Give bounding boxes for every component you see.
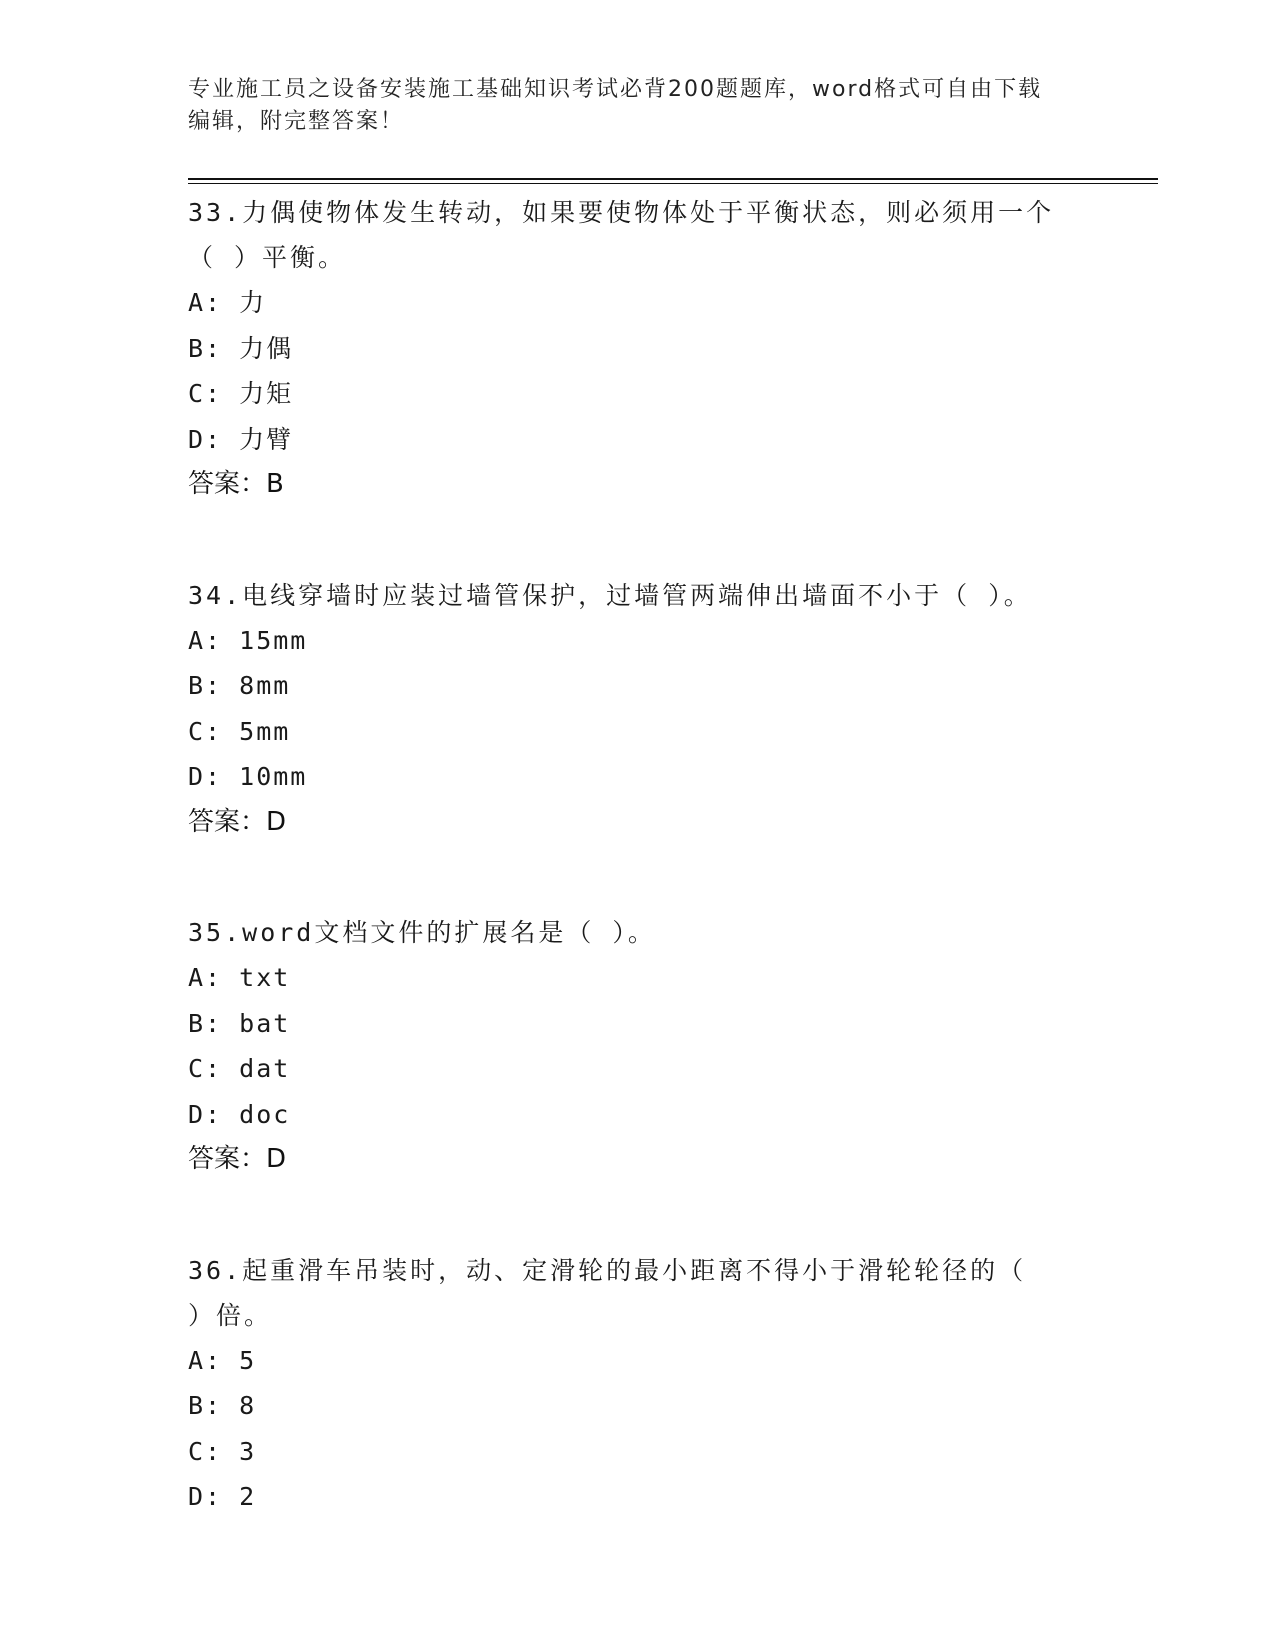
option-d: D: doc bbox=[188, 1099, 291, 1129]
document-header bbox=[188, 74, 1088, 138]
header-divider-thin bbox=[188, 183, 1158, 184]
answer: 答案：B bbox=[188, 469, 284, 499]
option-d: D: 2 bbox=[188, 1482, 257, 1511]
question-spacer bbox=[188, 508, 1088, 553]
option-b: B: 8mm bbox=[188, 671, 291, 700]
question-stem: 34.电线穿墙时应装过墙管保护，过墙管两端伸出墙面不小于（ ）。 bbox=[188, 580, 1032, 610]
question-35 bbox=[188, 910, 1088, 1228]
option-a: A: 15mm bbox=[188, 625, 308, 655]
question-34 bbox=[188, 573, 1088, 891]
question-spacer bbox=[188, 845, 1088, 890]
option-c: C: 力矩 bbox=[188, 379, 294, 408]
option-c: C: 5mm bbox=[188, 716, 291, 746]
answer: 答案：D bbox=[188, 806, 287, 837]
option-c: C: 3 bbox=[188, 1436, 257, 1466]
question-stem: 36.起重滑车吊装时，动、定滑轮的最小距离不得小于滑轮轮径的（ bbox=[188, 1255, 1027, 1285]
answer: 答案：D bbox=[188, 1144, 287, 1174]
option-a: A: 5 bbox=[188, 1345, 257, 1375]
question-spacer bbox=[188, 1183, 1088, 1228]
header-divider-thick bbox=[188, 178, 1158, 180]
question-stem-continued: ）倍。 bbox=[188, 1300, 273, 1330]
question-33 bbox=[188, 190, 1088, 553]
question-stem: 33.力偶使物体发生转动，如果要使物体处于平衡状态，则必须用一个 bbox=[188, 198, 1055, 227]
option-b: B: 力偶 bbox=[188, 333, 294, 363]
question-list bbox=[188, 190, 1088, 1540]
question-stem-continued: （ ）平衡。 bbox=[188, 243, 347, 272]
option-d: D: 力臂 bbox=[188, 424, 294, 454]
option-b: B: bat bbox=[188, 1008, 291, 1038]
header-line-2: 编辑，附完整答案！ bbox=[188, 109, 405, 134]
option-a: A: 力 bbox=[188, 288, 267, 317]
option-d: D: 10mm bbox=[188, 762, 308, 791]
option-a: A: txt bbox=[188, 963, 291, 992]
header-line-1: 专业施工员之设备安装施工基础知识考试必背200题题库，word格式可自由下载 bbox=[188, 77, 1043, 102]
question-stem: 35.word文档文件的扩展名是（ ）。 bbox=[188, 918, 656, 947]
question-36 bbox=[188, 1248, 1088, 1520]
option-c: C: dat bbox=[188, 1054, 291, 1083]
option-b: B: 8 bbox=[188, 1391, 257, 1420]
